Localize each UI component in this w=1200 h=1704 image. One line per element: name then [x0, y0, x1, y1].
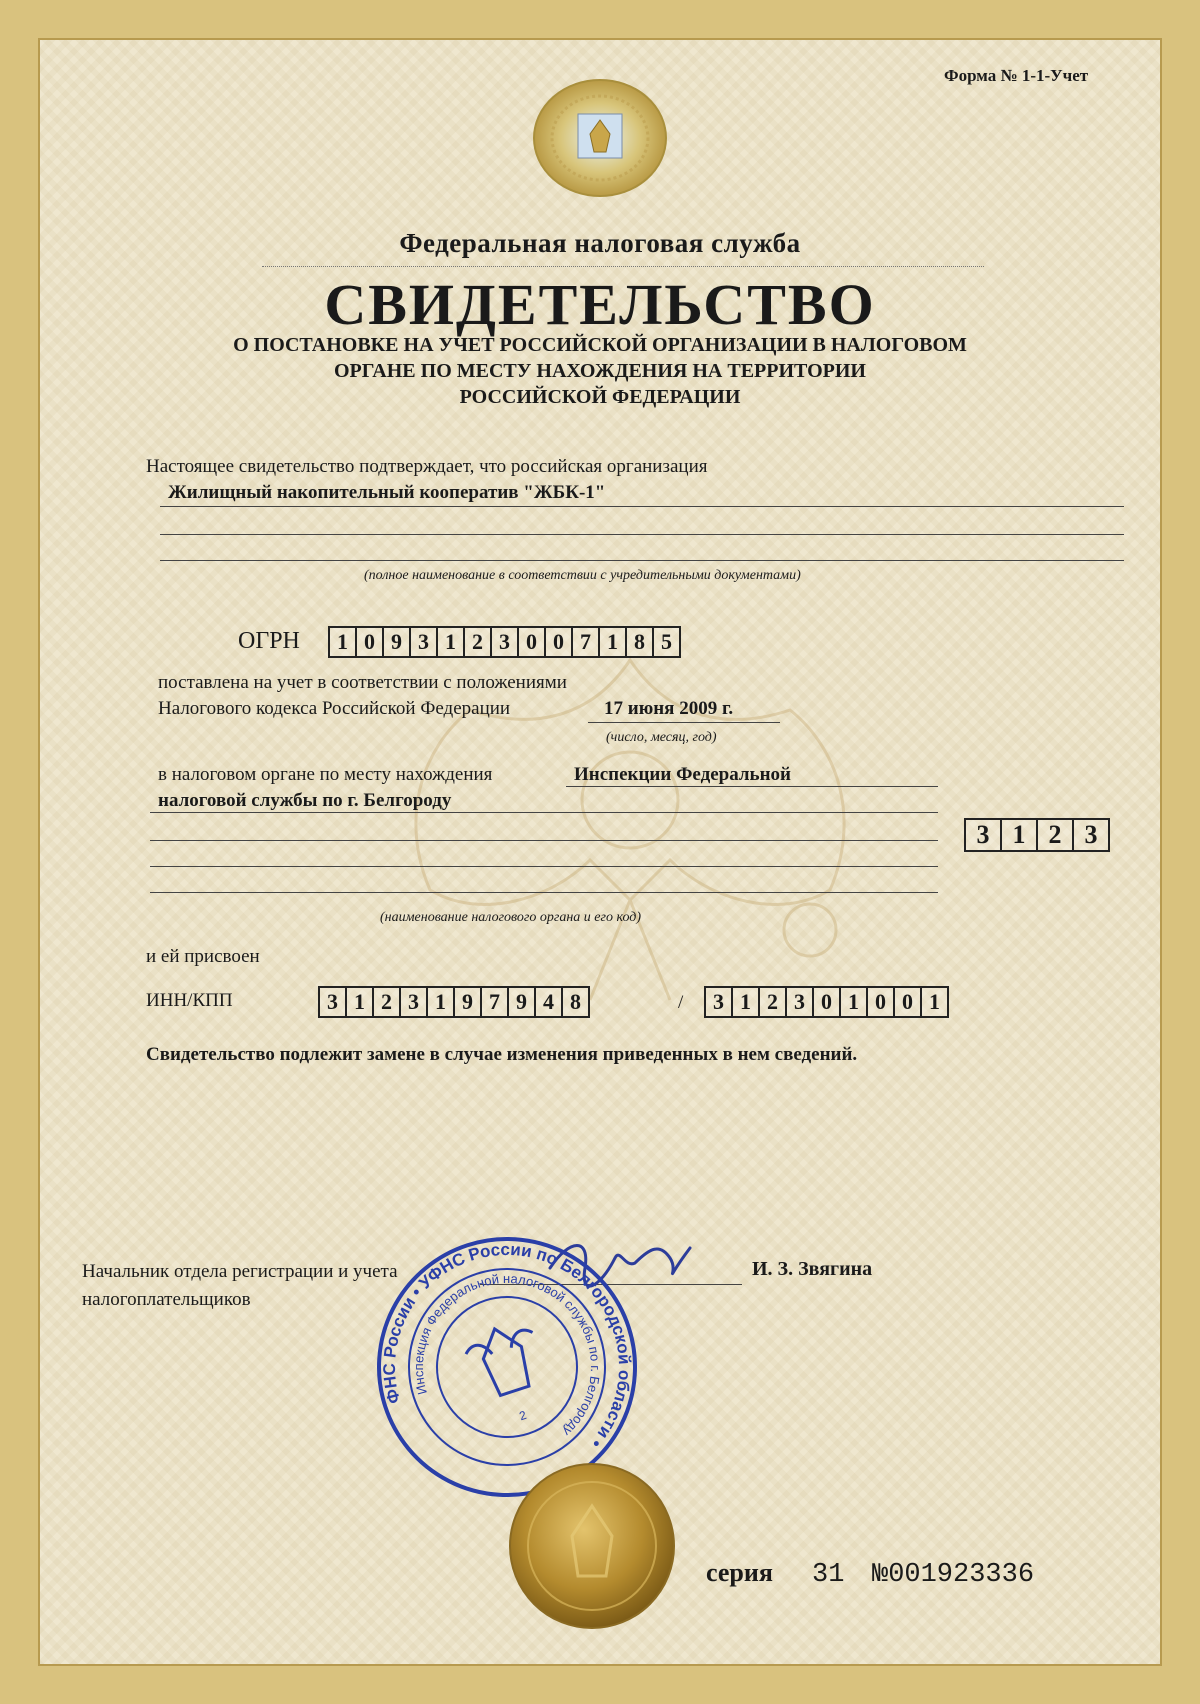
ogrn-digit: 2 — [463, 626, 492, 658]
stamp-center-number: 2 — [517, 1407, 529, 1424]
stamp-inner-text: Инспекция Федеральной налоговой службы по г. Белгороду — [410, 1270, 604, 1440]
inn-digit: 3 — [399, 986, 428, 1018]
inn-digit: 2 — [372, 986, 401, 1018]
certificate-number: №001923336 — [872, 1560, 1035, 1590]
ogrn-digit: 9 — [382, 626, 411, 658]
registered-text-line1: поставлена на учет в соответствии с положениями — [158, 672, 567, 693]
service-name: Федеральная налоговая служба — [399, 228, 801, 258]
tax-office-line — [150, 812, 938, 813]
tax-office-hint: (наименование налогового органа и его код) — [380, 910, 642, 925]
kpp-digit: 3 — [785, 986, 814, 1018]
inn-digit-boxes — [320, 986, 590, 1018]
subtitle-line: О ПОСТАНОВКЕ НА УЧЕТ РОССИЙСКОЙ ОРГАНИЗАЦИИ В НАЛОГОВОМ — [233, 334, 967, 356]
document-title: СВИДЕТЕЛЬСТВО — [324, 272, 876, 337]
tax-office-line — [150, 840, 938, 841]
signatory-role-line: налогоплательщиков — [82, 1289, 251, 1310]
gold-seal — [502, 1456, 682, 1636]
document-subtitle — [140, 332, 1060, 410]
tax-office-line — [150, 892, 938, 893]
tax-office-line — [566, 786, 938, 787]
ogrn-digit: 0 — [355, 626, 384, 658]
signatory-name: И. З. Звягина — [752, 1258, 873, 1280]
tax-office-name-line2: налоговой службы по г. Белгороду — [158, 790, 452, 811]
tax-office-code-digit: 3 — [964, 818, 1002, 852]
inn-digit: 8 — [561, 986, 590, 1018]
kpp-digit: 1 — [839, 986, 868, 1018]
ogrn-digit: 3 — [409, 626, 438, 658]
inn-digit: 9 — [507, 986, 536, 1018]
tax-office-name-line1: Инспекции Федеральной — [574, 764, 791, 785]
signatory-role-line: Начальник отдела регистрации и учета — [82, 1261, 398, 1282]
ogrn-label: ОГРН — [238, 628, 300, 654]
subtitle-line: ОРГАНЕ ПО МЕСТУ НАХОЖДЕНИЯ НА ТЕРРИТОРИИ — [333, 360, 866, 382]
inn-digit: 4 — [534, 986, 563, 1018]
ogrn-digit: 5 — [652, 626, 681, 658]
assigned-text: и ей присвоен — [146, 946, 260, 967]
ogrn-digit: 1 — [436, 626, 465, 658]
series-label: серия — [706, 1558, 773, 1587]
inn-kpp-separator: / — [678, 992, 684, 1013]
kpp-digit: 3 — [704, 986, 733, 1018]
org-name-line — [160, 560, 1124, 561]
kpp-digit: 0 — [866, 986, 895, 1018]
kpp-digit: 1 — [920, 986, 949, 1018]
ogrn-digit: 3 — [490, 626, 519, 658]
ogrn-digit: 1 — [328, 626, 357, 658]
org-name-line — [160, 506, 1124, 507]
inn-digit: 3 — [318, 986, 347, 1018]
form-number: Форма № 1-1-Учет — [944, 66, 1089, 85]
lead-text: Настоящее свидетельство подтверждает, что российская организация — [146, 456, 708, 477]
ogrn-digit-boxes — [330, 626, 681, 658]
ogrn-digit: 7 — [571, 626, 600, 658]
inn-digit: 1 — [345, 986, 374, 1018]
date-hint: (число, месяц, год) — [606, 730, 717, 745]
kpp-digit: 1 — [731, 986, 760, 1018]
tax-office-code-digit: 1 — [1000, 818, 1038, 852]
title-divider — [262, 266, 984, 267]
kpp-digit: 2 — [758, 986, 787, 1018]
kpp-digit: 0 — [893, 986, 922, 1018]
tax-office-code-boxes — [966, 818, 1110, 852]
inn-digit: 9 — [453, 986, 482, 1018]
tax-office-lead: в налоговом органе по месту нахождения — [158, 764, 493, 785]
signatory-role — [82, 1258, 398, 1314]
inn-digit: 7 — [480, 986, 509, 1018]
registered-text-line2: Налогового кодекса Российской Федерации — [158, 698, 511, 719]
series-value: 31 — [812, 1560, 845, 1590]
tax-office-code-digit: 3 — [1072, 818, 1110, 852]
registration-date: 17 июня 2009 г. — [604, 698, 734, 719]
inn-digit: 1 — [426, 986, 455, 1018]
kpp-digit-boxes — [706, 986, 949, 1018]
ogrn-digit: 0 — [517, 626, 546, 658]
org-name-line — [160, 534, 1124, 535]
organization-name: Жилищный накопительный кооператив "ЖБК-1" — [168, 482, 606, 503]
ogrn-digit: 1 — [598, 626, 627, 658]
replacement-notice: Свидетельство подлежит замене в случае изменения приведенных в нем сведений. — [146, 1044, 858, 1065]
inn-kpp-label: ИНН/КПП — [146, 990, 233, 1011]
kpp-digit: 0 — [812, 986, 841, 1018]
ogrn-digit: 0 — [544, 626, 573, 658]
ogrn-digit: 8 — [625, 626, 654, 658]
subtitle-line: РОССИЙСКОЙ ФЕДЕРАЦИИ — [459, 386, 741, 408]
org-name-hint: (полное наименование в соответствии с учредительными документами) — [364, 568, 801, 583]
hologram-emblem — [528, 76, 672, 200]
tax-office-code-digit: 2 — [1036, 818, 1074, 852]
tax-office-line — [150, 866, 938, 867]
date-line — [588, 722, 780, 723]
stamp-outer-text: ФНС России • УФНС России по Белгородской области • — [379, 1239, 635, 1452]
